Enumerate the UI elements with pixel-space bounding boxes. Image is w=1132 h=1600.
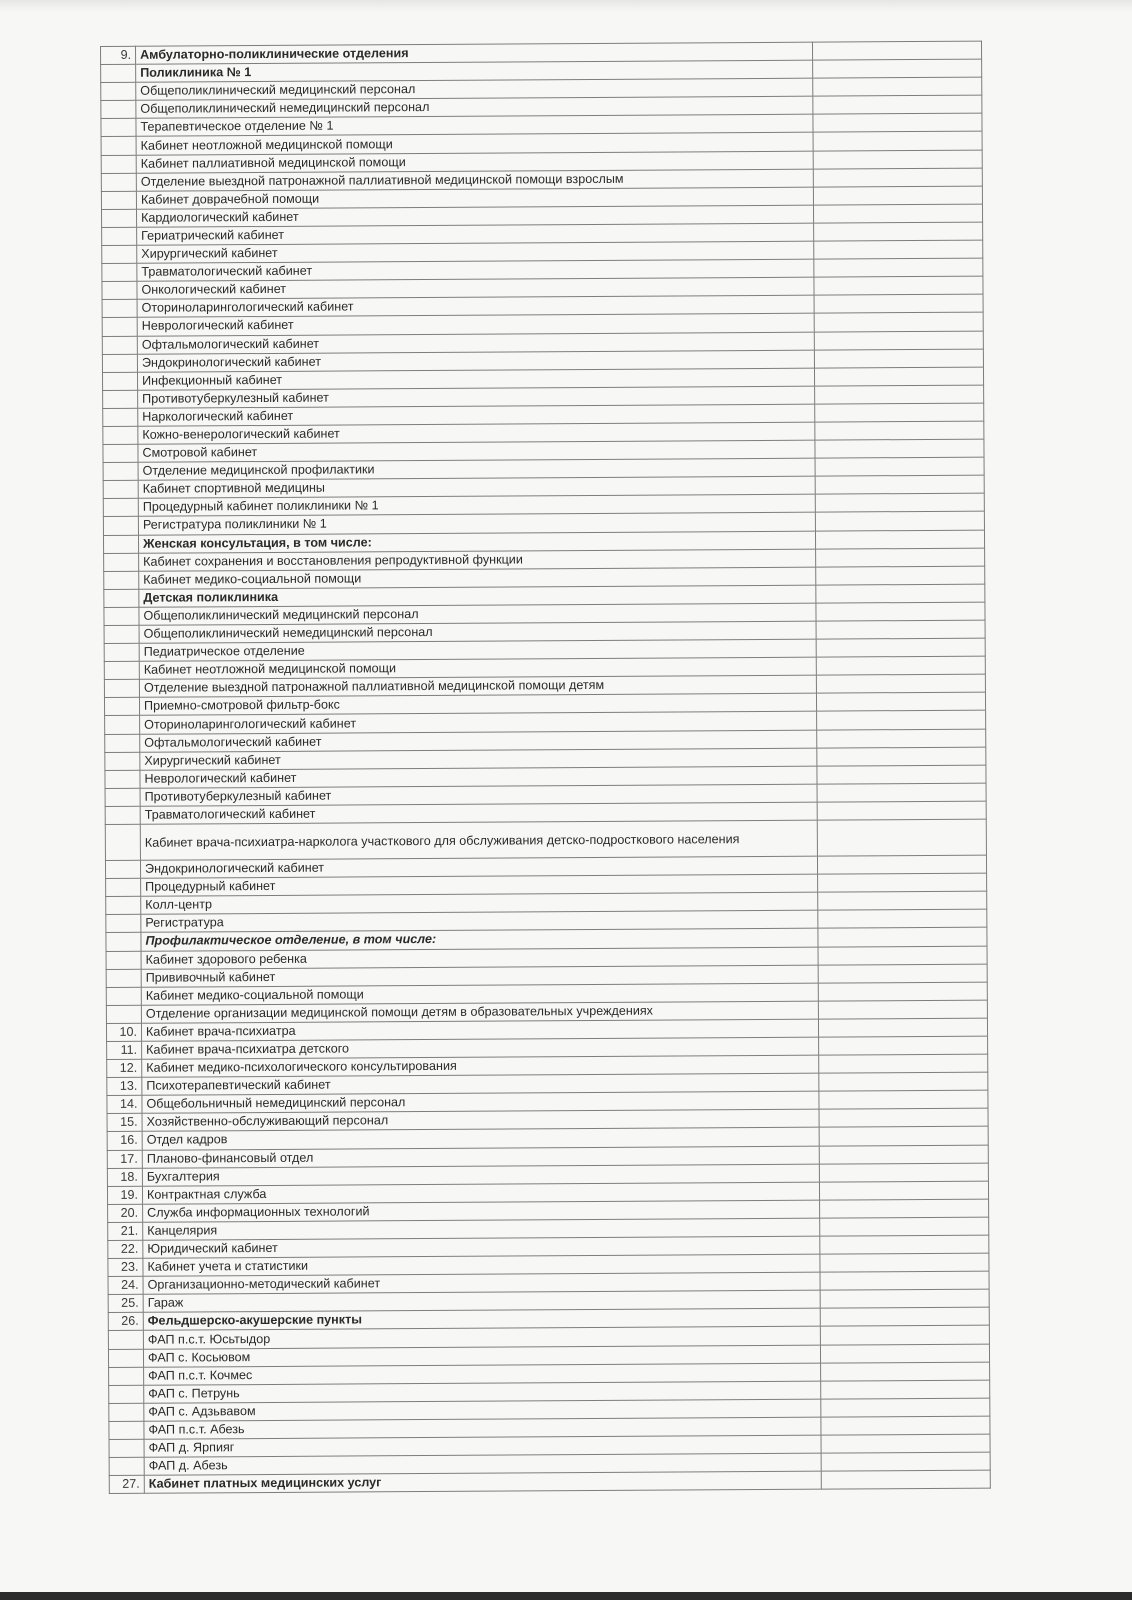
row-value-cell — [820, 1253, 989, 1272]
row-department-name: Оториноларингологический кабинет — [140, 712, 817, 734]
row-department-name: Кабинет врача-психиатра — [141, 1019, 818, 1041]
row-number — [101, 191, 136, 209]
row-number: 25. — [108, 1295, 143, 1313]
row-department-name: Колл-центр — [141, 892, 818, 914]
row-department-name: ФАП д. Ярпияг — [144, 1435, 821, 1457]
row-number — [105, 734, 140, 752]
row-number — [103, 408, 138, 426]
row-value-cell — [819, 1036, 988, 1055]
row-value-cell — [819, 1090, 988, 1109]
row-department-name: Офтальмологический кабинет — [137, 332, 814, 354]
row-department-name: Кожно-венерологический кабинет — [138, 422, 815, 444]
row-value-cell — [818, 873, 987, 892]
row-value-cell — [818, 891, 987, 910]
row-value-cell — [817, 765, 986, 784]
row-value-cell — [820, 1271, 989, 1290]
row-number — [106, 878, 141, 896]
row-department-name: Профилактическое отделение, в том числе: — [141, 929, 818, 951]
row-number — [102, 263, 137, 281]
row-department-name: Терапевтическое отделение № 1 — [136, 115, 813, 137]
row-value-cell — [820, 1217, 989, 1236]
row-number: 14. — [107, 1096, 142, 1114]
row-department-name: Общеполиклинический медицинский персонал — [139, 603, 816, 625]
row-number: 23. — [108, 1258, 143, 1276]
scan-edge-top — [0, 0, 1132, 12]
row-value-cell — [819, 1127, 988, 1146]
row-department-name: Хирургический кабинет — [137, 241, 814, 263]
row-number — [109, 1421, 144, 1439]
row-value-cell — [819, 1108, 988, 1127]
row-department-name: Кабинет платных медицинских услуг — [144, 1471, 821, 1493]
row-value-cell — [814, 367, 983, 386]
row-number — [105, 806, 140, 824]
row-value-cell — [820, 1326, 989, 1345]
row-number — [102, 336, 137, 354]
row-value-cell — [820, 1307, 989, 1326]
row-number — [106, 951, 141, 969]
row-value-cell — [818, 1000, 987, 1019]
row-value-cell — [821, 1416, 990, 1435]
row-value-cell — [821, 1434, 990, 1453]
row-number — [105, 716, 140, 734]
row-department-name: Травматологический кабинет — [140, 802, 817, 824]
row-department-name: Общебольничный немедицинский персонал — [142, 1091, 819, 1113]
row-value-cell — [820, 1344, 989, 1363]
row-value-cell — [821, 1470, 990, 1489]
row-number — [102, 227, 137, 245]
row-value-cell — [815, 403, 984, 422]
row-number — [109, 1367, 144, 1385]
row-value-cell — [821, 1452, 990, 1471]
row-value-cell — [817, 729, 986, 748]
row-number — [101, 82, 136, 100]
row-value-cell — [818, 946, 987, 965]
row-value-cell — [817, 783, 986, 802]
row-department-name: ФАП с. Адзьвавом — [144, 1399, 821, 1421]
row-value-cell — [817, 819, 986, 856]
row-department-name: ФАП с. Петрунь — [144, 1381, 821, 1403]
row-department-name: Отделение медицинской профилактики — [138, 458, 815, 480]
row-department-name: Противотуберкулезный кабинет — [140, 784, 817, 806]
row-department-name: Регистратура — [141, 910, 818, 932]
row-department-name: Кабинет врача-психиатра детского — [142, 1037, 819, 1059]
row-department-name: Служба информационных технологий — [143, 1200, 820, 1222]
row-department-name: Хирургический кабинет — [140, 748, 817, 770]
row-number: 9. — [101, 46, 136, 64]
row-department-name: Детская поликлиника — [139, 585, 816, 607]
row-value-cell — [814, 331, 983, 350]
row-value-cell — [813, 113, 982, 132]
row-number — [109, 1403, 144, 1421]
row-value-cell — [816, 638, 985, 657]
row-value-cell — [816, 692, 985, 711]
row-value-cell — [815, 512, 984, 531]
row-department-name: Противотуберкулезный кабинет — [138, 386, 815, 408]
row-department-name: Общеполиклинический медицинский персонал — [136, 78, 813, 100]
row-department-name: Амбулаторно-поликлинические отделения — [136, 42, 813, 64]
row-department-name: Организационно-методический кабинет — [143, 1272, 820, 1294]
row-number — [105, 752, 140, 770]
row-department-name: Кабинет медико-социальной помощи — [141, 983, 818, 1005]
document-page — [100, 41, 989, 1495]
row-number — [105, 788, 140, 806]
row-value-cell — [815, 493, 984, 512]
row-department-name: Контрактная служба — [142, 1182, 819, 1204]
row-department-name: Кабинет здорового ребенка — [141, 947, 818, 969]
row-department-name: Кабинет неотложной медицинской помощи — [139, 657, 816, 679]
row-value-cell — [815, 457, 984, 476]
row-department-name: Онкологический кабинет — [137, 277, 814, 299]
row-number — [106, 896, 141, 914]
row-value-cell — [821, 1362, 990, 1381]
row-number: 19. — [107, 1186, 142, 1204]
row-department-name: Кабинет сохранения и восстановления репродуктивной функции — [139, 549, 816, 571]
row-number: 13. — [107, 1077, 142, 1095]
row-number — [102, 245, 137, 263]
row-department-name: Кабинет доврачебной помощи — [136, 187, 813, 209]
row-number — [103, 535, 138, 553]
row-department-name: Отдел кадров — [142, 1128, 819, 1150]
row-department-name: Эндокринологический кабинет — [140, 856, 817, 878]
row-number — [103, 390, 138, 408]
row-value-cell — [821, 1380, 990, 1399]
row-value-cell — [813, 77, 982, 96]
row-number — [103, 462, 138, 480]
row-number — [104, 571, 139, 589]
row-value-cell — [816, 674, 985, 693]
row-department-name: Приемно-смотровой фильтр-бокс — [139, 694, 816, 716]
row-department-name: Процедурный кабинет поликлиники № 1 — [138, 494, 815, 516]
row-value-cell — [819, 1054, 988, 1073]
row-number — [104, 625, 139, 643]
row-value-cell — [817, 711, 986, 730]
row-department-name: Хозяйственно-обслуживающий персонал — [142, 1109, 819, 1131]
row-department-name: Фельдшерско-акушерские пункты — [143, 1308, 820, 1330]
row-number — [104, 553, 139, 571]
row-department-name: Офтальмологический кабинет — [140, 730, 817, 752]
row-department-name: Кардиологический кабинет — [136, 205, 813, 227]
row-department-name: Наркологический кабинет — [138, 404, 815, 426]
row-value-cell — [816, 602, 985, 621]
row-department-name: Травматологический кабинет — [137, 259, 814, 281]
row-number — [103, 499, 138, 517]
row-number — [106, 915, 141, 933]
row-value-cell — [820, 1199, 989, 1218]
row-number — [105, 860, 140, 878]
row-number: 21. — [108, 1222, 143, 1240]
row-number: 15. — [107, 1114, 142, 1132]
row-value-cell — [814, 240, 983, 259]
row-number — [106, 933, 141, 951]
row-value-cell — [816, 584, 985, 603]
row-value-cell — [813, 186, 982, 205]
row-number — [103, 426, 138, 444]
row-number — [106, 969, 141, 987]
row-number: 20. — [108, 1204, 143, 1222]
row-department-name: Общеполиклинический немедицинский персонал — [136, 96, 813, 118]
row-department-name: ФАП п.с.т. Кочмес — [144, 1363, 821, 1385]
row-value-cell — [817, 747, 986, 766]
row-number — [109, 1385, 144, 1403]
row-number — [101, 155, 136, 173]
row-department-name: Женская консультация, в том числе: — [138, 531, 815, 553]
row-value-cell — [813, 132, 982, 151]
row-value-cell — [815, 439, 984, 458]
row-value-cell — [814, 222, 983, 241]
row-number — [105, 824, 140, 860]
row-number — [106, 987, 141, 1005]
row-department-name: Гериатрический кабинет — [137, 223, 814, 245]
scan-edge-bottom — [0, 1592, 1132, 1600]
row-value-cell — [819, 1072, 988, 1091]
row-number — [101, 209, 136, 227]
row-value-cell — [818, 1018, 987, 1037]
row-department-name: Инфекционный кабинет — [137, 368, 814, 390]
row-number: 22. — [108, 1240, 143, 1258]
row-number: 26. — [108, 1313, 143, 1331]
row-number — [102, 300, 137, 318]
row-value-cell — [814, 294, 983, 313]
row-number — [104, 589, 139, 607]
row-number — [101, 101, 136, 119]
row-number — [104, 643, 139, 661]
row-number: 10. — [106, 1023, 141, 1041]
row-number — [103, 517, 138, 535]
row-value-cell — [815, 385, 984, 404]
row-value-cell — [813, 204, 982, 223]
row-value-cell — [818, 909, 987, 928]
row-number — [103, 481, 138, 499]
row-value-cell — [819, 1181, 988, 1200]
row-value-cell — [815, 421, 984, 440]
row-value-cell — [818, 928, 987, 947]
row-number — [108, 1349, 143, 1367]
row-department-name: Неврологический кабинет — [140, 766, 817, 788]
row-value-cell — [821, 1398, 990, 1417]
row-value-cell — [817, 801, 986, 820]
row-value-cell — [813, 59, 982, 78]
row-department-name: Канцелярия — [143, 1218, 820, 1240]
row-department-name: Кабинет медико-социальной помощи — [139, 567, 816, 589]
row-value-cell — [818, 982, 987, 1001]
row-department-name: Кабинет учета и статистики — [143, 1254, 820, 1276]
row-value-cell — [818, 964, 987, 983]
table-body — [101, 41, 991, 1494]
row-department-name: Отделение выездной патронажной паллиативной медицинской помощи взрослым — [136, 169, 813, 191]
row-number — [106, 1005, 141, 1023]
row-number — [105, 770, 140, 788]
row-number — [104, 607, 139, 625]
row-value-cell — [816, 566, 985, 585]
row-value-cell — [815, 475, 984, 494]
row-department-name: Кабинет неотложной медицинской помощи — [136, 133, 813, 155]
row-number — [101, 119, 136, 137]
row-value-cell — [816, 548, 985, 567]
row-value-cell — [814, 349, 983, 368]
row-value-cell — [816, 656, 985, 675]
row-department-name: Кабинет спортивной медицины — [138, 476, 815, 498]
row-number — [102, 281, 137, 299]
row-number — [109, 1439, 144, 1457]
row-value-cell — [814, 258, 983, 277]
row-number: 12. — [107, 1059, 142, 1077]
row-number — [104, 661, 139, 679]
row-department-name: Кабинет врача-психиатра-нарколога участкового для обслуживания детско-подросткового населения — [140, 820, 817, 860]
row-number — [102, 372, 137, 390]
row-department-name: Неврологический кабинет — [137, 314, 814, 336]
row-department-name: Регистратура поликлиники № 1 — [138, 513, 815, 535]
row-department-name: Кабинет паллиативной медицинской помощи — [136, 151, 813, 173]
row-number — [101, 137, 136, 155]
row-number: 17. — [107, 1150, 142, 1168]
row-value-cell — [812, 41, 981, 60]
row-number — [101, 64, 136, 82]
row-department-name: Прививочный кабинет — [141, 965, 818, 987]
row-department-name: Бухгалтерия — [142, 1164, 819, 1186]
row-department-name: Общеполиклинический немедицинский персонал — [139, 621, 816, 643]
row-number — [102, 318, 137, 336]
row-value-cell — [819, 1145, 988, 1164]
row-value-cell — [813, 150, 982, 169]
row-number: 18. — [107, 1168, 142, 1186]
row-number — [104, 698, 139, 716]
row-number — [108, 1331, 143, 1349]
row-number: 16. — [107, 1132, 142, 1150]
row-department-name: Педиатрическое отделение — [139, 639, 816, 661]
row-value-cell — [815, 530, 984, 549]
row-department-name: ФАП с. Косьювом — [143, 1345, 820, 1367]
row-department-name: ФАП п.с.т. Юсьтыдор — [143, 1327, 820, 1349]
row-department-name: Отделение выездной патронажной паллиативной медицинской помощи детям — [139, 675, 816, 697]
row-value-cell — [814, 276, 983, 295]
row-number — [103, 444, 138, 462]
row-value-cell — [820, 1289, 989, 1308]
row-number — [101, 173, 136, 191]
departments-table — [100, 41, 991, 1495]
row-department-name: Отделение организации медицинской помощи детям в образовательных учреждениях — [141, 1001, 818, 1023]
row-department-name: Юридический кабинет — [143, 1236, 820, 1258]
row-department-name: Эндокринологический кабинет — [137, 350, 814, 372]
row-value-cell — [813, 95, 982, 114]
row-number: 24. — [108, 1276, 143, 1294]
row-department-name: Кабинет медико-психологического консультирования — [142, 1055, 819, 1077]
row-department-name: Психотерапевтический кабинет — [142, 1073, 819, 1095]
row-value-cell — [814, 313, 983, 332]
row-number — [102, 354, 137, 372]
row-department-name: Смотровой кабинет — [138, 440, 815, 462]
row-department-name: ФАП п.с.т. Абезь — [144, 1417, 821, 1439]
row-value-cell — [820, 1235, 989, 1254]
row-value-cell — [819, 1163, 988, 1182]
row-number — [109, 1457, 144, 1475]
row-department-name: Гараж — [143, 1290, 820, 1312]
row-department-name: Планово-финансовый отдел — [142, 1146, 819, 1168]
row-value-cell — [816, 620, 985, 639]
row-department-name: Оториноларингологический кабинет — [137, 295, 814, 317]
row-number — [104, 680, 139, 698]
row-department-name: Поликлиника № 1 — [136, 60, 813, 82]
row-number: 11. — [107, 1041, 142, 1059]
table-row — [105, 819, 986, 860]
row-value-cell — [817, 855, 986, 874]
row-number: 27. — [109, 1475, 144, 1493]
row-department-name: ФАП д. Абезь — [144, 1453, 821, 1475]
row-value-cell — [813, 168, 982, 187]
row-department-name: Процедурный кабинет — [141, 874, 818, 896]
